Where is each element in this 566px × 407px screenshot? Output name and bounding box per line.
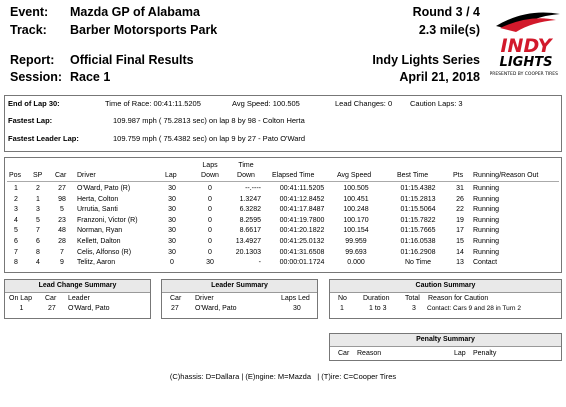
cell-pts: 15 bbox=[456, 238, 464, 245]
cell-status: Running bbox=[473, 206, 500, 214]
svg-text:PRESENTED BY COOPER TIRES: PRESENTED BY COOPER TIRES bbox=[490, 72, 558, 77]
cs-total: 3 bbox=[412, 305, 416, 312]
col-avg: Avg Speed bbox=[337, 172, 372, 179]
cell-avg: 0.000 bbox=[347, 259, 365, 267]
caution-summary-title: Caution Summary bbox=[330, 280, 561, 293]
cell-pos: 3 bbox=[14, 206, 18, 214]
cell-time-down: - bbox=[258, 259, 261, 267]
cell-status: Running bbox=[473, 195, 500, 203]
cell-car: 98 bbox=[58, 195, 66, 203]
ps-col-car: Car bbox=[338, 350, 350, 357]
cell-elapsed: 00:41:17.8487 bbox=[279, 206, 325, 214]
results-box bbox=[4, 157, 562, 273]
lc-onlap: 1 bbox=[19, 305, 24, 312]
cell-pos: 7 bbox=[14, 248, 18, 256]
cell-laps-down: 0 bbox=[208, 206, 212, 214]
cs-no: 1 bbox=[340, 305, 344, 312]
cell-avg: 99.693 bbox=[345, 248, 367, 256]
cell-sp: 2 bbox=[36, 185, 40, 192]
event-label: Event: bbox=[10, 5, 49, 19]
footer-legend: (C)hassis: D=Dallara | (E)ngine: M=Mazda | (T)ire: C=Cooper Tires bbox=[169, 372, 397, 381]
col-lap: Lap bbox=[165, 172, 177, 179]
ls-col-laps: Laps Led bbox=[281, 295, 310, 302]
cell-pts: 26 bbox=[456, 195, 464, 203]
event-value: Mazda GP of Alabama bbox=[70, 5, 200, 19]
cell-lap: 30 bbox=[168, 248, 176, 256]
col-elapsed: Elapsed Time bbox=[272, 172, 315, 179]
report-label: Report: bbox=[10, 53, 55, 67]
round: Round 3 / 4 bbox=[412, 5, 480, 19]
cell-pts: 17 bbox=[456, 227, 464, 235]
ps-col-reason: Reason bbox=[357, 350, 382, 357]
cell-best: 01:16.2908 bbox=[400, 248, 436, 256]
penalty-summary-title: Penalty Summary bbox=[330, 334, 561, 347]
cell-avg: 100.154 bbox=[343, 227, 369, 235]
lc-col-onlap: On Lap bbox=[9, 295, 32, 302]
svg-text:INDY: INDY bbox=[500, 35, 552, 57]
track-label: Track: bbox=[10, 23, 47, 37]
cell-sp: 7 bbox=[36, 227, 40, 235]
cell-best: 01:15.5064 bbox=[400, 206, 436, 214]
cell-best: 01:15.2813 bbox=[400, 195, 436, 203]
cs-col-duration: Duration bbox=[363, 295, 390, 302]
cell-best: 01:15.7822 bbox=[400, 216, 436, 224]
time-of-race: Time of Race: 00:41:11.5205 bbox=[105, 99, 201, 108]
cell-lap: 30 bbox=[168, 195, 176, 203]
col-best: Best Time bbox=[397, 172, 429, 179]
session-value: Race 1 bbox=[70, 70, 111, 84]
cell-status: Running bbox=[473, 248, 500, 256]
fastest-lap-value: 109.987 mph ( 75.2813 sec) on lap 8 by 98 - Colton Herta bbox=[113, 116, 305, 125]
lead-changes: Lead Changes: 0 bbox=[335, 99, 393, 108]
ps-col-lap: Lap bbox=[454, 350, 466, 357]
cell-elapsed: 00:00:01.1724 bbox=[279, 259, 325, 267]
cell-laps-down: 0 bbox=[208, 238, 212, 245]
lc-car: 27 bbox=[48, 305, 56, 312]
fastest-leader-label: Fastest Leader Lap: bbox=[8, 134, 79, 143]
cell-pos: 5 bbox=[14, 227, 18, 235]
cell-car: 9 bbox=[60, 259, 64, 267]
cell-best: 01:15.4382 bbox=[400, 185, 436, 192]
cell-avg: 99.959 bbox=[345, 238, 367, 245]
cell-pos: 8 bbox=[14, 259, 18, 267]
cell-lap: 30 bbox=[168, 216, 176, 224]
cs-col-no: No bbox=[338, 295, 347, 302]
cell-sp: 3 bbox=[36, 206, 40, 214]
leader-summary-box bbox=[161, 279, 318, 319]
cell-lap: 30 bbox=[168, 206, 176, 214]
cell-laps-down: 0 bbox=[208, 195, 212, 203]
distance: 2.3 mile(s) bbox=[418, 23, 480, 37]
col-laps-down-1: Laps bbox=[202, 162, 218, 169]
cell-lap: 30 bbox=[168, 185, 176, 192]
cell-status: Running bbox=[473, 227, 500, 235]
cell-time-down: 20.1303 bbox=[235, 248, 261, 256]
col-car: Car bbox=[55, 172, 67, 179]
race-date: April 21, 2018 bbox=[399, 70, 480, 84]
cell-sp: 4 bbox=[36, 259, 40, 267]
cell-time-down: 6.3282 bbox=[239, 206, 261, 214]
cell-status: Contact bbox=[473, 259, 498, 267]
cell-pos: 4 bbox=[14, 216, 18, 224]
track-value: Barber Motorsports Park bbox=[70, 23, 218, 37]
lc-leader: O'Ward, Pato bbox=[68, 305, 110, 312]
cell-pts: 14 bbox=[456, 248, 464, 256]
cs-col-reason: Reason for Caution bbox=[428, 295, 489, 302]
cell-driver: Norman, Ryan bbox=[77, 227, 123, 235]
cell-car: 48 bbox=[58, 227, 66, 235]
col-laps-down-2: Down bbox=[201, 172, 219, 179]
cell-laps-down: 0 bbox=[208, 227, 212, 235]
cell-pos: 1 bbox=[14, 185, 18, 192]
ls-car: 27 bbox=[171, 305, 179, 312]
cell-driver: Kellett, Dalton bbox=[77, 238, 121, 245]
cell-driver: Herta, Colton bbox=[77, 195, 119, 203]
cs-reason: Contact: Cars 9 and 28 in Turn 2 bbox=[427, 305, 521, 312]
cell-pts: 19 bbox=[456, 216, 464, 224]
race-summary-box bbox=[4, 95, 562, 152]
cell-avg: 100.170 bbox=[343, 216, 369, 224]
lc-col-leader: Leader bbox=[68, 295, 90, 302]
penalty-summary-box bbox=[329, 333, 562, 361]
cell-time-down: 1.3247 bbox=[239, 195, 261, 203]
avg-speed: Avg Speed: 100.505 bbox=[232, 99, 300, 108]
cell-driver: Telitz, Aaron bbox=[77, 259, 116, 267]
end-lap-label: End of Lap 30: bbox=[8, 99, 60, 108]
col-pos: Pos bbox=[9, 172, 22, 179]
cell-pts: 22 bbox=[456, 206, 464, 214]
cell-elapsed: 00:41:25.0132 bbox=[279, 238, 325, 245]
cell-pos: 2 bbox=[14, 195, 18, 203]
ls-col-car: Car bbox=[170, 295, 182, 302]
cell-car: 5 bbox=[60, 206, 64, 214]
col-time-down-2: Down bbox=[237, 172, 255, 179]
cell-sp: 5 bbox=[36, 216, 40, 224]
cell-best: No Time bbox=[404, 259, 432, 267]
caution-laps: Caution Laps: 3 bbox=[410, 99, 463, 108]
cell-elapsed: 00:41:19.7800 bbox=[279, 216, 325, 224]
cell-sp: 1 bbox=[36, 195, 40, 203]
caution-summary-box bbox=[329, 279, 562, 319]
cell-elapsed: 00:41:31.6508 bbox=[279, 248, 325, 256]
results-header-divider bbox=[7, 181, 559, 182]
cell-elapsed: 00:41:11.5205 bbox=[279, 185, 325, 192]
cell-sp: 6 bbox=[36, 238, 40, 245]
series-name: Indy Lights Series bbox=[372, 53, 480, 67]
report-value: Official Final Results bbox=[70, 53, 194, 67]
cell-elapsed: 00:41:12.8452 bbox=[279, 195, 325, 203]
col-pts: Pts bbox=[453, 172, 464, 179]
cell-lap: 30 bbox=[168, 238, 176, 245]
cell-car: 7 bbox=[60, 248, 64, 256]
cell-pos: 6 bbox=[14, 238, 18, 245]
ps-col-penalty: Penalty bbox=[473, 350, 497, 357]
cell-time-down: --.---- bbox=[245, 185, 261, 192]
cell-sp: 8 bbox=[36, 248, 40, 256]
col-driver: Driver bbox=[77, 172, 96, 179]
fastest-lap-label: Fastest Lap: bbox=[8, 116, 53, 125]
cell-car: 27 bbox=[58, 185, 66, 192]
cs-col-total: Total bbox=[405, 295, 420, 302]
cell-avg: 100.451 bbox=[343, 195, 369, 203]
cell-car: 28 bbox=[58, 238, 66, 245]
lead-change-box bbox=[4, 279, 151, 319]
cell-driver: O'Ward, Pato (R) bbox=[77, 185, 131, 192]
cell-best: 01:16.0538 bbox=[400, 238, 436, 245]
cs-duration: 1 to 3 bbox=[369, 305, 387, 312]
cell-laps-down: 0 bbox=[208, 185, 212, 192]
cell-avg: 100.248 bbox=[343, 206, 369, 214]
cell-status: Running bbox=[473, 216, 500, 224]
cell-lap: 0 bbox=[170, 259, 174, 267]
leader-summary-title: Leader Summary bbox=[162, 280, 317, 293]
indy-lights-logo bbox=[490, 6, 562, 82]
svg-text:LIGHTS: LIGHTS bbox=[499, 55, 553, 70]
cell-laps-down: 0 bbox=[208, 248, 212, 256]
cell-time-down: 8.6617 bbox=[239, 227, 261, 235]
col-status: Running/Reason Out bbox=[473, 172, 539, 179]
cell-car: 23 bbox=[58, 216, 66, 224]
lc-col-car: Car bbox=[45, 295, 57, 302]
col-sp: SP bbox=[33, 172, 43, 179]
cell-lap: 30 bbox=[168, 227, 176, 235]
ls-laps: 30 bbox=[293, 305, 301, 312]
col-time-down-1: Time bbox=[238, 162, 254, 169]
cell-laps-down: 0 bbox=[208, 216, 212, 224]
ls-col-driver: Driver bbox=[195, 295, 214, 302]
cell-best: 01:15.7665 bbox=[400, 227, 436, 235]
ls-driver: O'Ward, Pato bbox=[195, 305, 237, 312]
cell-driver: Celis, Alfonso (R) bbox=[77, 248, 132, 256]
cell-driver: Franzoni, Victor (R) bbox=[77, 216, 138, 224]
lead-change-title: Lead Change Summary bbox=[5, 280, 150, 293]
cell-time-down: 8.2595 bbox=[239, 216, 261, 224]
cell-avg: 100.505 bbox=[343, 185, 369, 192]
fastest-leader-value: 109.759 mph ( 75.4382 sec) on lap 9 by 27 - Pato O'Ward bbox=[113, 134, 306, 143]
cell-pts: 31 bbox=[456, 185, 464, 192]
cell-time-down: 13.4927 bbox=[235, 238, 261, 245]
cell-pts: 13 bbox=[456, 259, 464, 267]
cell-laps-down: 30 bbox=[206, 259, 214, 267]
cell-status: Running bbox=[473, 238, 500, 245]
session-label: Session: bbox=[10, 70, 63, 84]
cell-elapsed: 00:41:20.1822 bbox=[279, 227, 325, 235]
cell-driver: Urrutia, Santi bbox=[77, 206, 118, 214]
cell-status: Running bbox=[473, 185, 500, 192]
